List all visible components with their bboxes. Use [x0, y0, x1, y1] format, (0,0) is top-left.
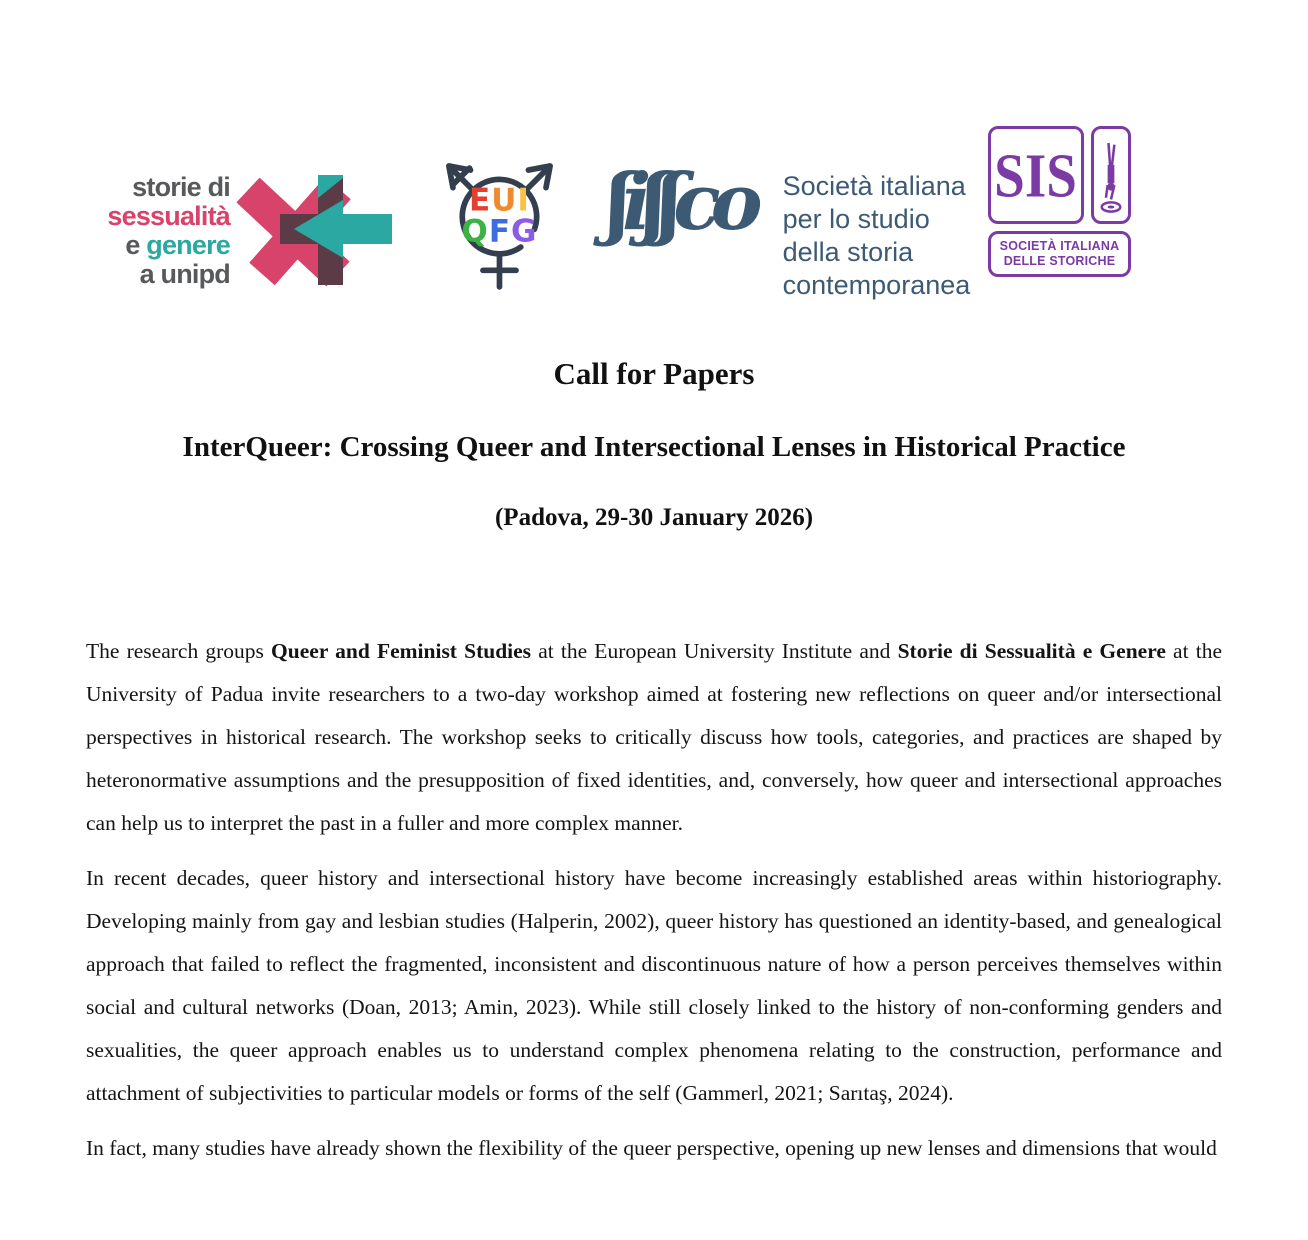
logo-storie-line1: storie di — [132, 172, 230, 202]
location-date: (Padova, 29-30 January 2026) — [494, 504, 814, 531]
letter-i: I — [517, 182, 530, 219]
logo-storie-line3 — [88, 231, 230, 260]
sis-acronym-box — [988, 126, 1084, 224]
p1-seg1: The research groups — [86, 639, 272, 663]
qfg-letters — [461, 213, 537, 249]
logo-storie-line3-prefix: e — [125, 230, 147, 260]
sissco-line: Società italiana — [782, 171, 966, 201]
letter-e: E — [468, 182, 492, 219]
logo-storie-unipd-wordmark — [88, 173, 230, 289]
letter-q: Q — [461, 213, 489, 250]
sis-org-line2: DELLE STORICHE — [1003, 254, 1116, 268]
sissco-line: della storia — [782, 237, 914, 267]
sis-diver-icon — [1095, 130, 1127, 220]
p1-bold-storie-sessualita: Storie di Sessualità e Genere — [897, 639, 1166, 663]
paragraph-2: In recent decades, queer history and intersectional history have become increasingly established areas within historiography. Developing mainly from gay and lesbian studies (Halperin, 2002), queer history has questioned an identity-based, and genealogical approach that failed to reflect the fragmented, inconsistent and discontinuous nature of how a person perceives themselves within social and cultural networks (Doan, 2013; Amin, 2023). While still closely linked to the history of non-conforming genders and sexualities, the queer approach enables us to understand complex phenomena relating to the construction, performance and attachment of subjectivities to particular models or forms of the self (Gammerl, 2021; Sarıtaş, 2024). — [86, 866, 1222, 1105]
logo-sissco — [606, 148, 970, 302]
letter-g: G — [511, 213, 538, 250]
sis-org-box — [988, 231, 1131, 277]
paragraph-3-clipped: In fact, many studies have already shown the flexibility of the queer perspective, opening up new lenses and dimensions that would — [86, 1136, 1217, 1160]
logo-storie-line2: sessualità — [107, 201, 230, 231]
call-for-papers-heading: Call for Papers — [553, 356, 755, 391]
sis-acronym: SIS — [994, 139, 1078, 211]
logo-storie-line3-accent: genere — [146, 230, 230, 260]
storie-mark-icon — [232, 170, 392, 292]
p1-seg3: at the University of Padua invite researchers to a two-day workshop aimed at fostering new reflections on queer and/or intersectional perspectives in historical research. The workshop seeks to critically discuss how tools, categories, and practices are shaped by heteronormative assumptions and the presupposition of fixed identities, and, conversely, how queer and intersectional approaches can help us to interpret the past in a fuller and more complex manner. — [86, 639, 1222, 835]
logo-sis — [988, 126, 1136, 277]
sissco-line: contemporanea — [782, 270, 971, 300]
letter-f: F — [488, 213, 512, 250]
logo-storie-unipd — [88, 170, 392, 292]
p1-seg2: at the European University Institute and — [531, 639, 898, 663]
sissco-description — [783, 170, 971, 302]
sissco-script-icon: ʃiʃʃco — [606, 157, 753, 248]
sis-org-line1: SOCIETÀ ITALIANA — [999, 239, 1120, 253]
plus-horizontal-bar-icon — [343, 214, 392, 244]
workshop-title: InterQueer: Crossing Queer and Intersectional Lenses in Historical Practice — [182, 431, 1126, 463]
eui-qfg-icon — [430, 136, 570, 291]
paragraph-1 — [86, 630, 1222, 845]
sissco-line: per lo studio — [782, 204, 930, 234]
p1-bold-queer-feminist-studies: Queer and Feminist Studies — [271, 639, 532, 663]
logo-storie-line4: a unipd — [139, 259, 230, 289]
body-text — [86, 630, 1222, 1182]
letter-u: U — [491, 182, 518, 219]
sis-diver-box — [1091, 126, 1131, 224]
logo-eui-qfg — [430, 136, 570, 296]
